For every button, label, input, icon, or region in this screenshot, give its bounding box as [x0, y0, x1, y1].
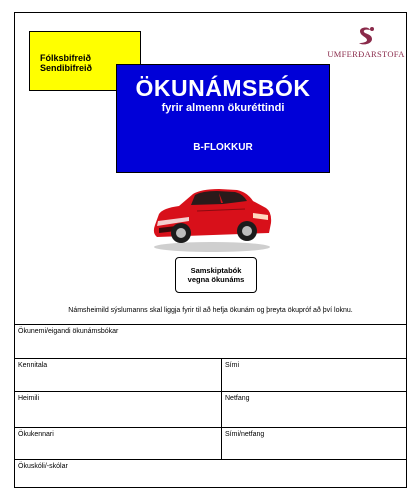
- form-row: [15, 427, 406, 459]
- cover-title: ÖKUNÁMSBÓK: [135, 75, 311, 101]
- id-number-field[interactable]: Kennitala: [18, 362, 48, 369]
- address-field[interactable]: Heimili: [18, 395, 39, 402]
- communication-book-badge: [175, 257, 257, 293]
- student-field[interactable]: Ökunemi/eigandi ökunámsbókar: [18, 328, 119, 335]
- publisher-name: UMFERÐARSTOFA: [327, 49, 405, 59]
- form-row: [15, 391, 406, 427]
- booklet-cover: [14, 12, 407, 488]
- title-box: [116, 64, 330, 173]
- phone-email-field[interactable]: Sími/netfang: [221, 428, 406, 459]
- license-notice: Námsheimild sýslumanns skal liggja fyrir til að hefja ökunám og þreyta ökupróf að því loknu.: [68, 307, 353, 314]
- form-row: [15, 324, 406, 358]
- form-row: [15, 459, 406, 487]
- school-field[interactable]: Ökuskóli/-skólar: [18, 463, 68, 470]
- red-car-icon: [149, 181, 275, 253]
- form-row: [15, 358, 406, 391]
- owner-info-form: [15, 324, 406, 487]
- license-category: B-FLOKKUR: [193, 142, 253, 153]
- publisher-logo: [325, 25, 407, 67]
- vehicle-type-1: Fólksbifreið: [40, 53, 92, 63]
- phone-field[interactable]: Sími: [221, 359, 406, 391]
- vehicle-type-2: Sendibifreið: [40, 63, 93, 73]
- cover-subtitle: fyrir almenn ökuréttindi: [161, 102, 285, 114]
- email-field[interactable]: Netfang: [221, 392, 406, 427]
- instructor-field[interactable]: Ökukennari: [18, 431, 54, 438]
- badge-line-1: Samskiptabók: [190, 266, 242, 275]
- umferdarstofa-logo-icon: [355, 25, 377, 47]
- badge-line-2: vegna ökunáms: [187, 275, 245, 284]
